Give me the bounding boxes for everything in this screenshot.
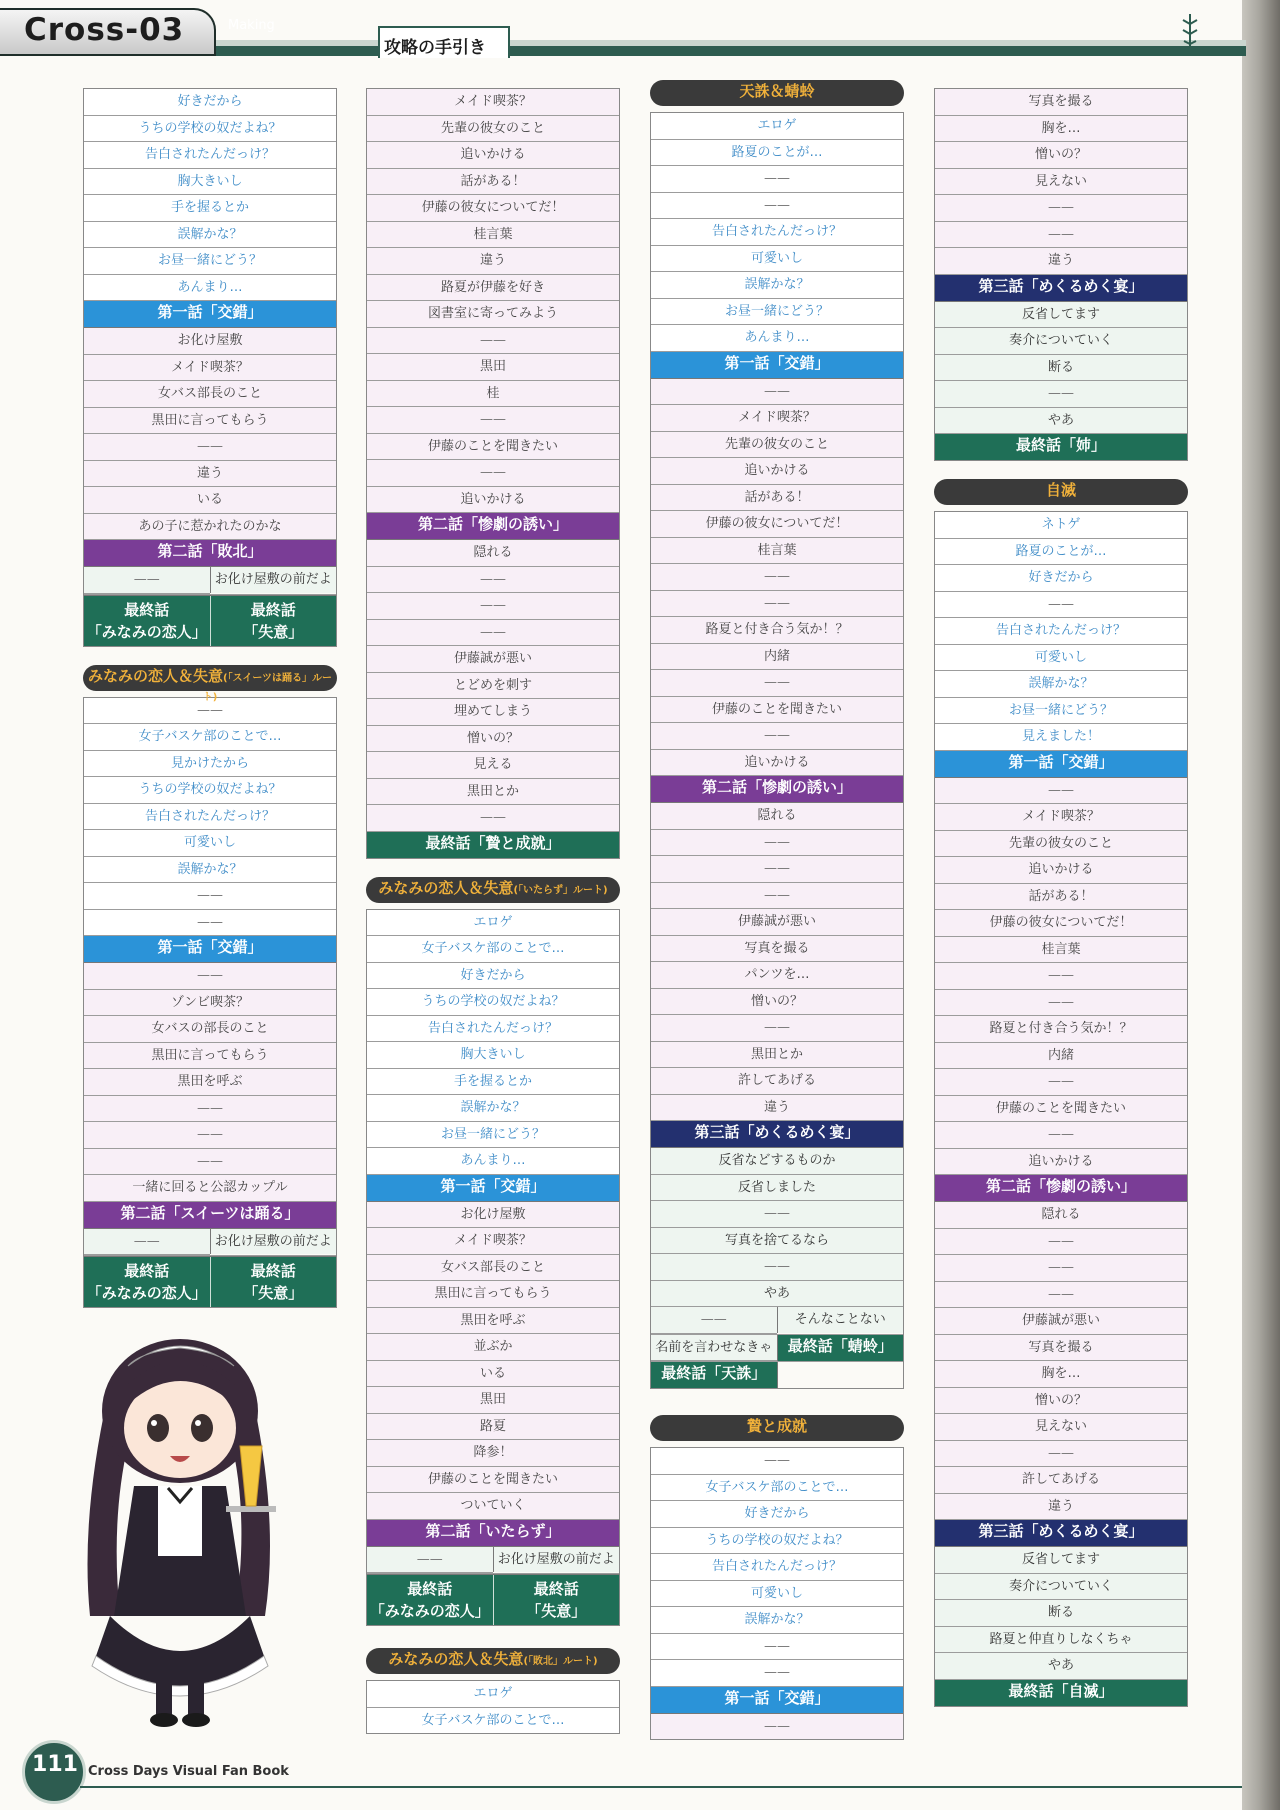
choice-cell: 女子バスケ部のことで… bbox=[367, 1708, 619, 1734]
choice-cell: うちの学校の奴だよね？ bbox=[651, 1528, 903, 1555]
choice-cell: —— bbox=[651, 723, 903, 750]
choice-cell: —— bbox=[651, 166, 903, 193]
choice-cell: —— bbox=[935, 381, 1187, 408]
choice-table bbox=[650, 112, 904, 1389]
choice-cell: 断る bbox=[935, 355, 1187, 382]
flowchart-column bbox=[366, 88, 620, 1734]
flowchart-column bbox=[934, 88, 1188, 1707]
choice-cell: 伊藤のことを聞きたい bbox=[367, 1467, 619, 1494]
choice-cell: —— bbox=[84, 910, 336, 937]
route-title-sub: (「敗北」ルート) bbox=[523, 1656, 598, 1667]
choice-cell: 反省などするものか bbox=[651, 1148, 903, 1175]
choice-cell: 告白されたんだっけ？ bbox=[367, 1016, 619, 1043]
ending-line: 最終話 bbox=[533, 1580, 579, 1598]
choice-cell: 伊藤のことを聞きたい bbox=[367, 434, 619, 461]
choice-cell: —— bbox=[367, 328, 619, 355]
choice-cell: —— bbox=[935, 222, 1187, 249]
route-block bbox=[650, 1415, 904, 1740]
ending-label-left bbox=[367, 1575, 493, 1625]
header-bar bbox=[0, 0, 1246, 56]
choice-cell: エロゲ bbox=[367, 1681, 619, 1708]
choice-cell: —— bbox=[367, 805, 619, 832]
choice-cell: —— bbox=[651, 883, 903, 910]
ending-pair bbox=[367, 1574, 619, 1625]
choice-cell: 女子バスケ部のことで… bbox=[651, 1475, 903, 1502]
chapter-header: 第一話「交錯」 bbox=[935, 751, 1187, 778]
empty-cell bbox=[777, 1362, 904, 1388]
choice-table bbox=[934, 511, 1188, 1707]
choice-cell: —— bbox=[367, 567, 619, 594]
choice-cell: —— bbox=[935, 1069, 1187, 1096]
choice-table bbox=[366, 88, 620, 859]
choice-cell: ゾンビ喫茶？ bbox=[84, 990, 336, 1017]
choice-cell: お昼一緒にどう？ bbox=[84, 248, 336, 275]
choice-cell: うちの学校の奴だよね？ bbox=[84, 116, 336, 143]
choice-cell: 告白されたんだっけ？ bbox=[935, 618, 1187, 645]
choice-cell: 伊藤誠が悪い bbox=[651, 909, 903, 936]
choice-cell: 反省しました bbox=[651, 1175, 903, 1202]
choice-table bbox=[366, 909, 620, 1627]
choice-cell: メイド喫茶？ bbox=[367, 89, 619, 116]
ending-row bbox=[651, 1362, 903, 1388]
choice-cell: —— bbox=[651, 670, 903, 697]
ending-line: 最終話 bbox=[250, 1262, 296, 1280]
choice-cell: —— bbox=[651, 1254, 903, 1281]
ending-label: 最終話「蜻蛉」 bbox=[777, 1335, 904, 1361]
choice-cell: 話がある！ bbox=[367, 169, 619, 196]
choice-cell: —— bbox=[367, 1547, 493, 1574]
choice-cell: 路夏のことが… bbox=[935, 539, 1187, 566]
choice-cell: 写真を撮る bbox=[935, 89, 1187, 116]
choice-cell: 図書室に寄ってみよう bbox=[367, 301, 619, 328]
choice-cell: あんまり… bbox=[367, 1148, 619, 1175]
choice-cell: 黒田とか bbox=[367, 779, 619, 806]
choice-cell: —— bbox=[84, 1229, 210, 1256]
ending-label-right bbox=[210, 1257, 337, 1307]
choice-cell: 告白されたんだっけ？ bbox=[84, 804, 336, 831]
choice-cell: お化け屋敷の前だよ bbox=[493, 1547, 620, 1573]
choice-cell: 胸を… bbox=[935, 1361, 1187, 1388]
route-title-sub: (「いたらず」ルート) bbox=[513, 884, 608, 896]
choice-cell: 誤解かな？ bbox=[651, 1607, 903, 1634]
choice-cell: 女バスの部長のこと bbox=[84, 1016, 336, 1043]
choice-cell: あの子に惹かれたのかな bbox=[84, 514, 336, 541]
chapter-header: 第二話「いたらず」 bbox=[367, 1520, 619, 1547]
choice-cell: いる bbox=[367, 1361, 619, 1388]
ending-label: 最終話「自滅」 bbox=[935, 1680, 1187, 1706]
choice-cell: —— bbox=[935, 1255, 1187, 1282]
ending-line: 最終話 bbox=[124, 600, 170, 619]
route-block bbox=[83, 88, 337, 647]
choice-cell: お昼一緒にどう？ bbox=[367, 1122, 619, 1149]
choice-cell: 誤解かな？ bbox=[651, 272, 903, 299]
ending-label: 最終話「天誅」 bbox=[651, 1362, 777, 1388]
chapter-header: 第二話「敗北」 bbox=[84, 540, 336, 567]
choice-cell: 胸大きいし bbox=[84, 169, 336, 196]
choice-cell: —— bbox=[84, 434, 336, 461]
route-title-text: みなみの恋人＆失意 bbox=[88, 666, 224, 685]
choice-cell: 黒田を呼ぶ bbox=[84, 1069, 336, 1096]
route-title bbox=[366, 1648, 620, 1674]
choice-cell: —— bbox=[935, 963, 1187, 990]
choice-cell: 見えない bbox=[935, 1414, 1187, 1441]
choice-cell: お昼一緒にどう？ bbox=[935, 698, 1187, 725]
choice-cell: 路夏と付き合う気か！？ bbox=[935, 1016, 1187, 1043]
choice-cell: —— bbox=[935, 1229, 1187, 1256]
choice-cell: 誤解かな？ bbox=[935, 671, 1187, 698]
choice-table bbox=[934, 88, 1188, 461]
choice-cell: 路夏と付き合う気か！？ bbox=[651, 617, 903, 644]
ending-line: 「みなみの恋人」 bbox=[86, 1284, 207, 1302]
choice-cell: お化け屋敷の前だよ bbox=[210, 567, 337, 593]
choice-cell: 内緒 bbox=[651, 644, 903, 671]
route-title bbox=[83, 665, 337, 691]
choice-cell: ついていく bbox=[367, 1493, 619, 1520]
route-title bbox=[934, 479, 1188, 505]
choice-cell: 写真を撮る bbox=[651, 936, 903, 963]
choice-cell: —— bbox=[367, 407, 619, 434]
choice-cell: 反省してます bbox=[935, 302, 1187, 329]
choice-cell: 先輩の彼女のこと bbox=[651, 432, 903, 459]
choice-cell: 路夏と仲直りしなくちゃ bbox=[935, 1627, 1187, 1654]
choice-cell: あんまり… bbox=[84, 275, 336, 302]
choice-cell: 奏介についていく bbox=[935, 1574, 1187, 1601]
chapter-header: 第一話「交錯」 bbox=[367, 1175, 619, 1202]
route-title-text: みなみの恋人＆失意 bbox=[378, 878, 514, 897]
choice-cell: 降参！ bbox=[367, 1440, 619, 1467]
choice-table bbox=[366, 1680, 620, 1734]
choice-cell: 憎いの？ bbox=[367, 726, 619, 753]
choice-cell: 見えない bbox=[935, 169, 1187, 196]
choice-cell: 桂言葉 bbox=[651, 538, 903, 565]
choice-cell: —— bbox=[651, 830, 903, 857]
choice-cell: 許してあげる bbox=[651, 1068, 903, 1095]
chapter-header: 第一話「交錯」 bbox=[84, 936, 336, 963]
choice-cell: 憎いの？ bbox=[935, 142, 1187, 169]
chapter-header: 第一話「交錯」 bbox=[651, 1687, 903, 1714]
choice-cell: お化け屋敷 bbox=[84, 328, 336, 355]
choice-cell: 告白されたんだっけ？ bbox=[651, 219, 903, 246]
route-block bbox=[934, 479, 1188, 1707]
choice-cell: 憎いの？ bbox=[935, 1388, 1187, 1415]
ending-pair bbox=[84, 1256, 336, 1307]
choice-cell: 好きだから bbox=[651, 1501, 903, 1528]
choice-cell: 好きだから bbox=[84, 89, 336, 116]
choice-cell: —— bbox=[935, 990, 1187, 1017]
ending-line: 「みなみの恋人」 bbox=[86, 622, 207, 641]
chapter-header: 第三話「めくるめく宴」 bbox=[651, 1121, 903, 1148]
choice-ending-row bbox=[651, 1335, 903, 1363]
route-title-text: みなみの恋人＆失意 bbox=[388, 1650, 524, 1668]
choice-cell: メイド喫茶？ bbox=[367, 1228, 619, 1255]
chapter-header: 第二話「スイーツは踊る」 bbox=[84, 1202, 336, 1229]
ending-line: 「失意」 bbox=[243, 1284, 304, 1302]
maid-mascot-illustration bbox=[50, 1316, 350, 1736]
choice-cell: 名前を言わせなきゃ bbox=[651, 1335, 777, 1362]
route-block bbox=[650, 80, 904, 1389]
choice-cell: 女バス部長のこと bbox=[367, 1255, 619, 1282]
choice-cell: 追いかける bbox=[367, 142, 619, 169]
flowchart-column bbox=[83, 88, 337, 1308]
choice-cell: 追いかける bbox=[367, 487, 619, 514]
choice-cell: 先輩の彼女のこと bbox=[935, 831, 1187, 858]
choice-cell: 内緒 bbox=[935, 1043, 1187, 1070]
choice-cell: 違う bbox=[935, 1494, 1187, 1521]
choice-cell: 先輩の彼女のこと bbox=[367, 116, 619, 143]
choice-cell: —— bbox=[84, 1149, 336, 1176]
choice-cell: —— bbox=[651, 1660, 903, 1687]
choice-cell: —— bbox=[84, 1122, 336, 1149]
choice-cell: 胸を… bbox=[935, 116, 1187, 143]
choice-cell: —— bbox=[651, 1714, 903, 1740]
choice-cell: 追いかける bbox=[935, 857, 1187, 884]
choice-cell: —— bbox=[367, 460, 619, 487]
choice-cell: お昼一緒にどう？ bbox=[651, 299, 903, 326]
choice-cell: 手を握るとか bbox=[367, 1069, 619, 1096]
choice-cell: 路夏が伊藤を好き bbox=[367, 275, 619, 302]
ending-line: 最終話 bbox=[407, 1580, 453, 1598]
choice-cell: 女バス部長のこと bbox=[84, 381, 336, 408]
choice-cell: 違う bbox=[367, 248, 619, 275]
route-title-text: 贄と成就 bbox=[746, 1417, 807, 1435]
choice-cell: 反省してます bbox=[935, 1547, 1187, 1574]
choice-cell: 告白されたんだっけ？ bbox=[84, 142, 336, 169]
choice-table bbox=[650, 1447, 904, 1740]
choice-cell: 桂言葉 bbox=[367, 222, 619, 249]
choice-cell: メイド喫茶？ bbox=[935, 804, 1187, 831]
choice-cell: やあ bbox=[935, 1653, 1187, 1680]
chapter-header: 第二話「惨劇の誘い」 bbox=[651, 776, 903, 803]
section-label: Making bbox=[228, 18, 275, 33]
chapter-header: 第二話「惨劇の誘い」 bbox=[935, 1175, 1187, 1202]
choice-cell: —— bbox=[651, 1201, 903, 1228]
ending-line: 「みなみの恋人」 bbox=[369, 1602, 490, 1620]
choice-cell: 違う bbox=[935, 248, 1187, 275]
chapter-header: 第三話「めくるめく宴」 bbox=[935, 275, 1187, 302]
choice-cell: あんまり… bbox=[651, 325, 903, 352]
choice-cell: 路夏 bbox=[367, 1414, 619, 1441]
choice-cell: 好きだから bbox=[367, 963, 619, 990]
choice-cell: 黒田に言ってもらう bbox=[84, 1043, 336, 1070]
choice-cell: —— bbox=[651, 1448, 903, 1475]
choice-cell: とどめを刺す bbox=[367, 673, 619, 700]
choice-cell: 好きだから bbox=[935, 565, 1187, 592]
route-block bbox=[366, 88, 620, 859]
footer-line bbox=[80, 1786, 1242, 1788]
choice-cell: 許してあげる bbox=[935, 1467, 1187, 1494]
choice-cell: —— bbox=[935, 1282, 1187, 1309]
route-title-text: 天誅＆蜻蛉 bbox=[739, 82, 815, 100]
choice-cell: 追いかける bbox=[651, 750, 903, 777]
choice-cell: 断る bbox=[935, 1600, 1187, 1627]
ending-pair bbox=[84, 595, 336, 646]
choice-cell: —— bbox=[935, 778, 1187, 805]
choice-cell: お化け屋敷の前だよ bbox=[210, 1229, 337, 1255]
choice-split-row bbox=[84, 567, 336, 595]
chapter-title: Cross-03 bbox=[24, 12, 185, 48]
page-number: 111 bbox=[32, 1752, 78, 1777]
vine-ornament-icon bbox=[1180, 14, 1200, 54]
flowchart-column bbox=[650, 80, 904, 1740]
route-block bbox=[366, 877, 620, 1627]
choice-cell: そんなことない bbox=[777, 1307, 904, 1333]
choice-split-row bbox=[651, 1307, 903, 1335]
choice-cell: —— bbox=[651, 193, 903, 220]
ending-label: 最終話「贄と成就」 bbox=[367, 832, 619, 858]
choice-cell: 伊藤のことを聞きたい bbox=[935, 1096, 1187, 1123]
choice-cell: 誤解かな？ bbox=[367, 1095, 619, 1122]
choice-cell: 手を握るとか bbox=[84, 195, 336, 222]
chapter-header: 第二話「惨劇の誘い」 bbox=[367, 513, 619, 540]
choice-cell: 可愛いし bbox=[651, 1581, 903, 1608]
choice-cell: 桂 bbox=[367, 381, 619, 408]
choice-cell: —— bbox=[84, 698, 336, 725]
chapter-header: 第一話「交錯」 bbox=[651, 352, 903, 379]
choice-cell: —— bbox=[84, 567, 210, 594]
choice-cell: —— bbox=[651, 1307, 777, 1334]
choice-cell: —— bbox=[84, 883, 336, 910]
ending-label-left bbox=[84, 1257, 210, 1307]
ending-label-right bbox=[210, 596, 337, 646]
choice-cell: 黒田 bbox=[367, 1387, 619, 1414]
choice-cell: 可愛いし bbox=[935, 645, 1187, 672]
choice-cell: 話がある！ bbox=[651, 485, 903, 512]
choice-cell: うちの学校の奴だよね？ bbox=[367, 989, 619, 1016]
chapter-header: 第三話「めくるめく宴」 bbox=[935, 1520, 1187, 1547]
choice-cell: —— bbox=[651, 1015, 903, 1042]
ending-line: 最終話 bbox=[250, 600, 296, 619]
choice-cell: 黒田を呼ぶ bbox=[367, 1308, 619, 1335]
choice-cell: 伊藤の彼女についてだ！ bbox=[935, 910, 1187, 937]
ending-label-right bbox=[493, 1575, 620, 1625]
route-title bbox=[366, 877, 620, 903]
choice-cell: 伊藤の彼女についてだ！ bbox=[367, 195, 619, 222]
choice-cell: 誤解かな？ bbox=[84, 222, 336, 249]
choice-cell: 伊藤誠が悪い bbox=[935, 1308, 1187, 1335]
choice-cell: やあ bbox=[651, 1281, 903, 1308]
choice-cell: 女子バスケ部のことで… bbox=[367, 936, 619, 963]
route-title-text: 自滅 bbox=[1045, 481, 1076, 499]
choice-cell: いる bbox=[84, 487, 336, 514]
choice-cell: 写真を捨てるなら bbox=[651, 1228, 903, 1255]
choice-table bbox=[83, 88, 337, 647]
choice-cell: —— bbox=[651, 564, 903, 591]
choice-cell: メイド喫茶？ bbox=[651, 405, 903, 432]
choice-cell: 黒田 bbox=[367, 354, 619, 381]
route-block bbox=[83, 665, 337, 1309]
choice-cell: 可愛いし bbox=[651, 246, 903, 273]
choice-cell: 胸大きいし bbox=[367, 1042, 619, 1069]
choice-cell: 追いかける bbox=[651, 458, 903, 485]
choice-cell: 話がある！ bbox=[935, 884, 1187, 911]
choice-cell: —— bbox=[651, 856, 903, 883]
choice-cell: 路夏のことが… bbox=[651, 140, 903, 167]
choice-cell: 隠れる bbox=[935, 1202, 1187, 1229]
ending-line: 最終話 bbox=[124, 1262, 170, 1280]
choice-cell: エロゲ bbox=[651, 113, 903, 140]
choice-cell: —— bbox=[651, 379, 903, 406]
choice-cell: 埋めてしまう bbox=[367, 699, 619, 726]
choice-cell: やあ bbox=[935, 408, 1187, 435]
book-binding bbox=[1242, 0, 1280, 1810]
ending-label: 最終話「姉」 bbox=[935, 434, 1187, 460]
route-title bbox=[650, 1415, 904, 1441]
choice-cell: うちの学校の奴だよね？ bbox=[84, 777, 336, 804]
choice-cell: —— bbox=[651, 1634, 903, 1661]
choice-cell: 桂言葉 bbox=[935, 937, 1187, 964]
choice-cell: 追いかける bbox=[935, 1149, 1187, 1176]
choice-split-row bbox=[84, 1229, 336, 1257]
ending-line: 「失意」 bbox=[526, 1602, 587, 1620]
ending-line: 「失意」 bbox=[243, 622, 304, 641]
choice-cell: 黒田とか bbox=[651, 1042, 903, 1069]
book-title: Cross Days Visual Fan Book bbox=[88, 1764, 289, 1779]
choice-cell: 誤解かな？ bbox=[84, 857, 336, 884]
choice-cell: —— bbox=[935, 1122, 1187, 1149]
choice-cell: 写真を撮る bbox=[935, 1335, 1187, 1362]
choice-cell: 伊藤のことを聞きたい bbox=[651, 697, 903, 724]
choice-cell: 伊藤誠が悪い bbox=[367, 646, 619, 673]
choice-cell: —— bbox=[651, 591, 903, 618]
choice-cell: —— bbox=[84, 963, 336, 990]
choice-table bbox=[83, 697, 337, 1309]
choice-cell: 並ぶか bbox=[367, 1334, 619, 1361]
choice-cell: 女子バスケ部のことで… bbox=[84, 724, 336, 751]
choice-cell: 隠れる bbox=[651, 803, 903, 830]
choice-cell: 憎いの？ bbox=[651, 989, 903, 1016]
route-block bbox=[366, 1648, 620, 1734]
choice-cell: 違う bbox=[84, 461, 336, 488]
choice-split-row bbox=[367, 1547, 619, 1575]
page-heading: 攻略の手引き bbox=[384, 38, 486, 58]
choice-cell: 隠れる bbox=[367, 540, 619, 567]
route-title-sub: (「スイーツは踊る」ルー bbox=[223, 672, 332, 684]
choice-cell: —— bbox=[935, 592, 1187, 619]
route-title bbox=[650, 80, 904, 106]
choice-cell: 一緒に回ると公認カップル bbox=[84, 1175, 336, 1202]
choice-cell: 見える bbox=[367, 752, 619, 779]
choice-cell: メイド喫茶？ bbox=[84, 355, 336, 382]
choice-cell: —— bbox=[84, 1096, 336, 1123]
choice-cell: エロゲ bbox=[367, 910, 619, 937]
choice-cell: —— bbox=[935, 1441, 1187, 1468]
choice-cell: パンツを… bbox=[651, 962, 903, 989]
ending-label-left bbox=[84, 596, 210, 646]
choice-cell: 告白されたんだっけ？ bbox=[651, 1554, 903, 1581]
choice-cell: 伊藤の彼女についてだ！ bbox=[651, 511, 903, 538]
choice-cell: 見かけたから bbox=[84, 751, 336, 778]
choice-cell: 黒田に言ってもらう bbox=[367, 1281, 619, 1308]
choice-cell: —— bbox=[367, 593, 619, 620]
choice-cell: 奏介についていく bbox=[935, 328, 1187, 355]
choice-cell: 見えました！ bbox=[935, 724, 1187, 751]
choice-cell: —— bbox=[367, 620, 619, 647]
choice-cell: 違う bbox=[651, 1095, 903, 1122]
route-block bbox=[934, 88, 1188, 461]
choice-cell: —— bbox=[935, 195, 1187, 222]
choice-cell: 可愛いし bbox=[84, 830, 336, 857]
choice-cell: お化け屋敷 bbox=[367, 1202, 619, 1229]
chapter-header: 第一話「交錯」 bbox=[84, 301, 336, 328]
choice-cell: 黒田に言ってもらう bbox=[84, 408, 336, 435]
choice-cell: ネトゲ bbox=[935, 512, 1187, 539]
